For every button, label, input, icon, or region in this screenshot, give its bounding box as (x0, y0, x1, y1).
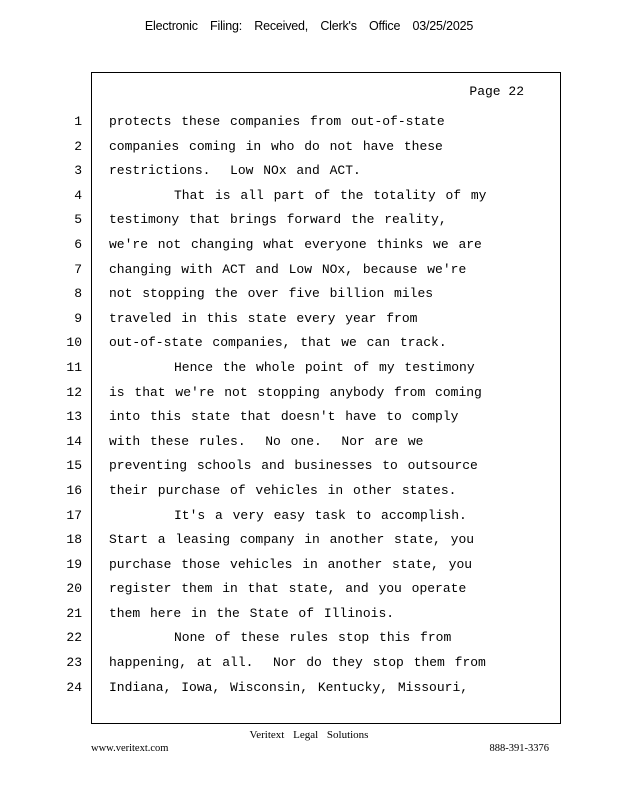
line-number: 4 (74, 187, 82, 203)
line-number: 22 (66, 630, 82, 646)
line-number: 12 (66, 384, 82, 400)
line-number: 18 (66, 532, 82, 548)
line-number: 19 (66, 556, 82, 572)
transcript-line: changing with ACT and Low NOx, because we're (109, 261, 467, 277)
line-number: 3 (74, 163, 82, 179)
line-number: 10 (66, 335, 82, 351)
line-number: 9 (74, 310, 82, 326)
transcript-line: companies coming in who do not have these (109, 138, 443, 154)
transcript-line: protects these companies from out-of-state (109, 114, 445, 129)
transcript-line: Hence the whole point of my testimony (174, 359, 475, 375)
transcript-line: restrictions. Low NOx and ACT. (109, 163, 361, 179)
footer-company: Veritext Legal Solutions (249, 729, 369, 741)
line-number: 7 (74, 261, 82, 277)
transcript-line: not stopping the over five billion miles (109, 286, 434, 302)
transcript-line: their purchase of vehicles in other states. (109, 482, 457, 498)
line-number: 13 (66, 409, 82, 425)
line-number: 21 (66, 605, 82, 621)
transcript-line: is that we're not stopping anybody from coming (109, 384, 482, 400)
transcript-line: happening, at all. Nor do they stop them from (109, 655, 486, 671)
line-number: 11 (66, 359, 82, 375)
footer-phone: 888-391-3376 (489, 743, 549, 754)
transcript-line: Indiana, Iowa, Wisconsin, Kentucky, Missouri, (109, 679, 469, 695)
line-number-column (58, 113, 82, 703)
transcript-line: testimony that brings forward the reality, (109, 212, 447, 228)
transcript-line: with these rules. No one. Nor are we (109, 433, 424, 449)
transcript-line: into this state that doesn't have to comply (109, 409, 459, 425)
transcript-line: we're not changing what everyone thinks we are (109, 236, 482, 252)
line-number: 6 (74, 236, 82, 252)
footer-website: www.veritext.com (91, 743, 169, 754)
transcript-line: out-of-state companies, that we can track. (109, 335, 447, 351)
transcript-line: It's a very easy task to accomplish. (174, 507, 467, 523)
line-number: 5 (74, 212, 82, 228)
transcript-line: register them in that state, and you operate (109, 581, 467, 597)
line-number: 1 (74, 114, 82, 129)
transcript-line: traveled in this state every year from (109, 310, 418, 326)
line-number: 14 (66, 433, 82, 449)
filing-stamp-header: Electronic Filing: Received, Clerk's Office 03/25/2025 (144, 19, 474, 33)
line-number: 2 (74, 138, 82, 154)
line-number: 8 (74, 286, 82, 302)
page-number: Page 22 (469, 84, 524, 99)
transcript-line: them here in the State of Illinois. (109, 605, 395, 621)
transcript-line: That is all part of the totality of my (174, 187, 487, 203)
transcript-line: purchase those vehicles in another state, you (109, 556, 473, 572)
transcript-text (109, 113, 549, 703)
line-number: 16 (66, 482, 82, 498)
line-number: 17 (66, 507, 82, 523)
transcript-line: Start a leasing company in another state, you (109, 532, 475, 548)
transcript-line: None of these rules stop this from (174, 630, 452, 646)
transcript-line: preventing schools and businesses to outsource (109, 458, 478, 474)
line-number: 24 (66, 679, 82, 695)
line-number: 20 (66, 581, 82, 597)
line-number: 15 (66, 458, 82, 474)
line-number: 23 (66, 655, 82, 671)
